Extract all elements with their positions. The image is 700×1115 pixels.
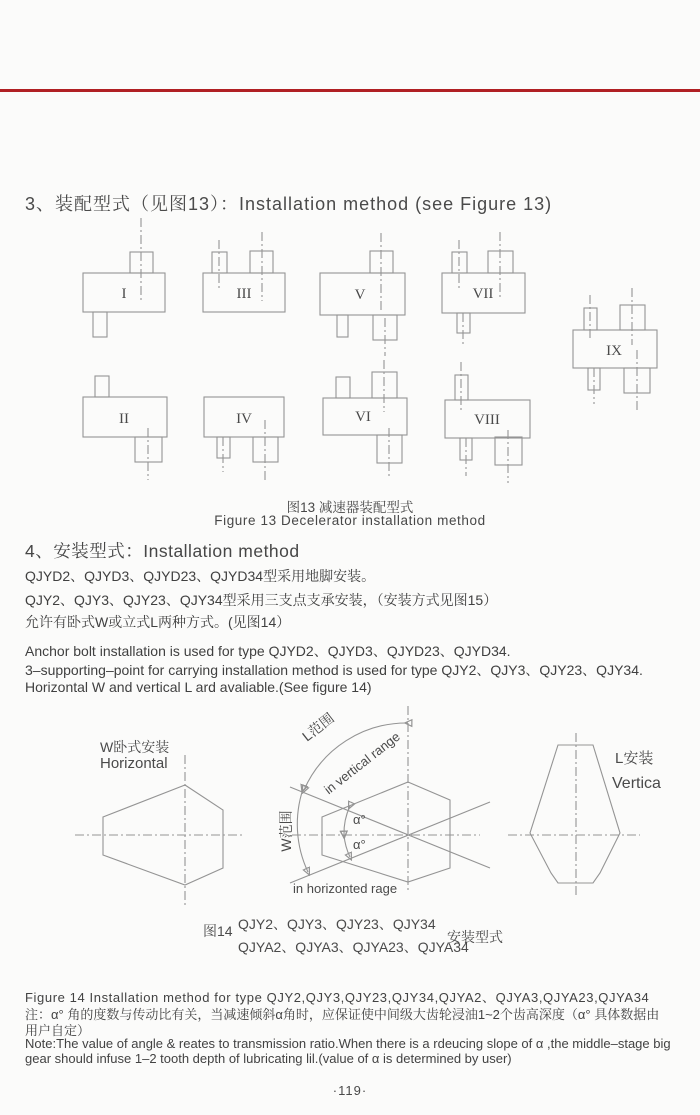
section3-heading: 3、装配型式（见图13）：Installation method (see Figure 13) bbox=[25, 194, 553, 214]
alpha-upper-label: α° bbox=[353, 812, 366, 827]
vertical-label-zh: L安装 bbox=[615, 750, 654, 767]
shaft bbox=[95, 376, 109, 397]
horizontal-label-zh: W卧式安装 bbox=[100, 739, 170, 755]
top-red-rule bbox=[0, 89, 700, 92]
note-en-line-1: Note:The value of angle & reates to transmission ratio.When there is a rdeucing slope of α ,the middle–stage big bbox=[25, 1036, 671, 1051]
tilt-line-upper bbox=[290, 787, 490, 868]
vertical-label-en: Vertica bbox=[612, 775, 661, 792]
tilt-line-lower bbox=[290, 802, 490, 883]
page-number: ·119· bbox=[332, 1083, 368, 1098]
type-label: II bbox=[119, 411, 129, 427]
assembly-type-2 bbox=[83, 376, 167, 480]
figure14-caption-suffix: 安装型式 bbox=[447, 929, 503, 945]
type-label: VI bbox=[355, 409, 371, 425]
figure14-caption-number: 图14 bbox=[203, 923, 233, 939]
type-label: IV bbox=[236, 411, 252, 427]
gearbox-outline bbox=[530, 745, 620, 883]
install-zh-line-1: QJYD2、QJYD3、QJYD23、QJYD34型采用地脚安装。 bbox=[25, 568, 376, 584]
vertical-range-label-en: in vertical range bbox=[321, 728, 403, 798]
w-range-label-zh: W范围 bbox=[278, 810, 294, 852]
install-en-line-3: Horizontal W and vertical L ard avaliable.(See figure 14) bbox=[25, 679, 372, 695]
type-label: VII bbox=[472, 286, 494, 302]
install-en-line-2: 3–supporting–point for carrying installation method is used for type QJY2、QJY3、QJY23、QJY34. bbox=[25, 662, 643, 678]
l-range-label-zh: L范围 bbox=[298, 709, 338, 745]
assembly-type-8 bbox=[445, 362, 530, 483]
type-label: IX bbox=[606, 343, 622, 359]
assembly-type-9 bbox=[573, 288, 657, 410]
shaft bbox=[93, 312, 107, 337]
assembly-type-7 bbox=[442, 232, 525, 347]
section4-heading: 4、安装型式：Installation method bbox=[25, 541, 300, 561]
shaft bbox=[336, 377, 350, 398]
alpha-lower-label: α° bbox=[353, 837, 366, 852]
type-label: V bbox=[354, 287, 366, 303]
shaft bbox=[337, 315, 348, 337]
install-en-line-1: Anchor bolt installation is used for type QJYD2、QJYD3、QJYD23、QJYD34. bbox=[25, 643, 511, 659]
type-label: VIII bbox=[474, 412, 500, 428]
figure14-caption-en: Figure 14 Installation method for type QJY2,QJY3,QJY23,QJY34,QJYA2、QJYA3,QJYA23,QJYA34 bbox=[25, 990, 650, 1005]
figure14-caption-types-1: QJY2、QJY3、QJY23、QJY34 bbox=[238, 916, 436, 932]
note-zh-line-1: 注：α° 角的度数与传动比有关，当减速倾斜α角时，应保证使中间级大齿轮浸油1~2个齿高深度（α° 具体数据由 bbox=[25, 1007, 660, 1022]
horizontal-install-shape bbox=[75, 755, 243, 907]
figure13-diagram bbox=[0, 212, 700, 490]
install-zh-line-3: 允许有卧式W或立式L两种方式。(见图14） bbox=[25, 614, 291, 630]
figure13-caption-en: Figure 13 Decelerator installation method bbox=[214, 513, 486, 528]
figure14-caption-types-2: QJYA2、QJYA3、QJYA23、QJYA34 bbox=[238, 939, 469, 955]
note-en-line-2: gear should infuse 1–2 tooth depth of lubricating lil.(value of α is determined by user) bbox=[25, 1051, 512, 1066]
note-zh-line-2: 用户自定） bbox=[25, 1023, 91, 1038]
assembly-type-5 bbox=[320, 233, 405, 356]
assembly-type-4 bbox=[204, 397, 284, 480]
type-label: III bbox=[236, 286, 252, 302]
horizontal-range-label-en: in horizonted rage bbox=[293, 881, 398, 896]
w-range-arc bbox=[297, 789, 308, 872]
assembly-type-6 bbox=[323, 360, 407, 478]
install-zh-line-2: QJY2、QJY3、QJY23、QJY34型采用三支点支承安装，（安装方式见图15） bbox=[25, 592, 498, 608]
horizontal-label-en: Horizontal bbox=[100, 755, 168, 772]
alpha-arc-lower bbox=[344, 835, 350, 857]
type-label: I bbox=[121, 286, 127, 302]
assembly-type-3 bbox=[203, 232, 285, 312]
assembly-type-1 bbox=[83, 218, 165, 337]
figure13-caption-zh: 图13 减速器装配型式 bbox=[286, 500, 414, 515]
gearbox-outline bbox=[322, 782, 450, 882]
